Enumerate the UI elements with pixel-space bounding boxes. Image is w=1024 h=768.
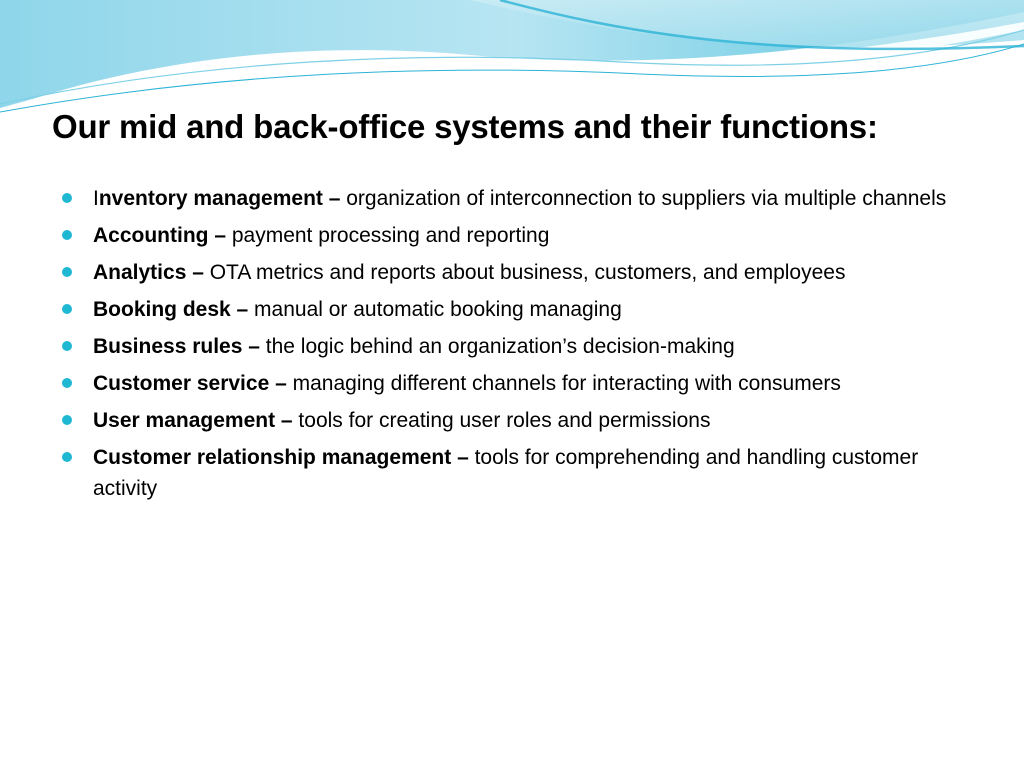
item-term: Accounting – xyxy=(93,224,227,247)
bullet-dot-icon xyxy=(62,230,72,240)
item-term: nventory management – xyxy=(98,187,341,210)
functions-bullet-list xyxy=(60,183,960,510)
item-description: tools for comprehending and handling customer activity xyxy=(93,446,919,500)
bullet-dot-icon xyxy=(62,378,72,388)
bullet-dot-icon xyxy=(62,452,72,462)
item-description: tools for creating user roles and permissions xyxy=(292,409,711,432)
item-term-prefix: I xyxy=(93,187,99,210)
list-item xyxy=(60,220,960,251)
item-description: managing different channels for interacting with consumers xyxy=(286,372,841,395)
list-item xyxy=(60,405,960,436)
list-item xyxy=(60,257,960,288)
item-term: Analytics – xyxy=(93,261,204,284)
list-item xyxy=(60,442,960,504)
item-term: Booking desk – xyxy=(93,298,249,321)
bullet-dot-icon xyxy=(62,415,72,425)
list-item xyxy=(60,331,960,362)
bullet-dot-icon xyxy=(62,304,72,314)
slide-title: Our mid and back-office systems and their functions: xyxy=(52,108,878,145)
item-term: Business rules – xyxy=(93,335,260,358)
item-description: manual or automatic booking managing xyxy=(248,298,622,321)
item-term: Customer service – xyxy=(93,372,287,395)
bullet-dot-icon xyxy=(62,341,72,351)
decorative-wave-header xyxy=(0,0,1024,120)
item-term: User management – xyxy=(93,409,293,432)
list-item xyxy=(60,183,960,214)
item-description: organization of interconnection to suppliers via multiple channels xyxy=(340,187,947,210)
list-item xyxy=(60,368,960,399)
list-item xyxy=(60,294,960,325)
item-description: OTA metrics and reports about business, customers, and employees xyxy=(203,261,846,284)
bullet-dot-icon xyxy=(62,267,72,277)
item-description: payment processing and reporting xyxy=(226,224,550,247)
bullet-dot-icon xyxy=(62,193,72,203)
item-term: Customer relationship management – xyxy=(93,446,469,469)
item-description: the logic behind an organization’s decision-making xyxy=(259,335,735,358)
